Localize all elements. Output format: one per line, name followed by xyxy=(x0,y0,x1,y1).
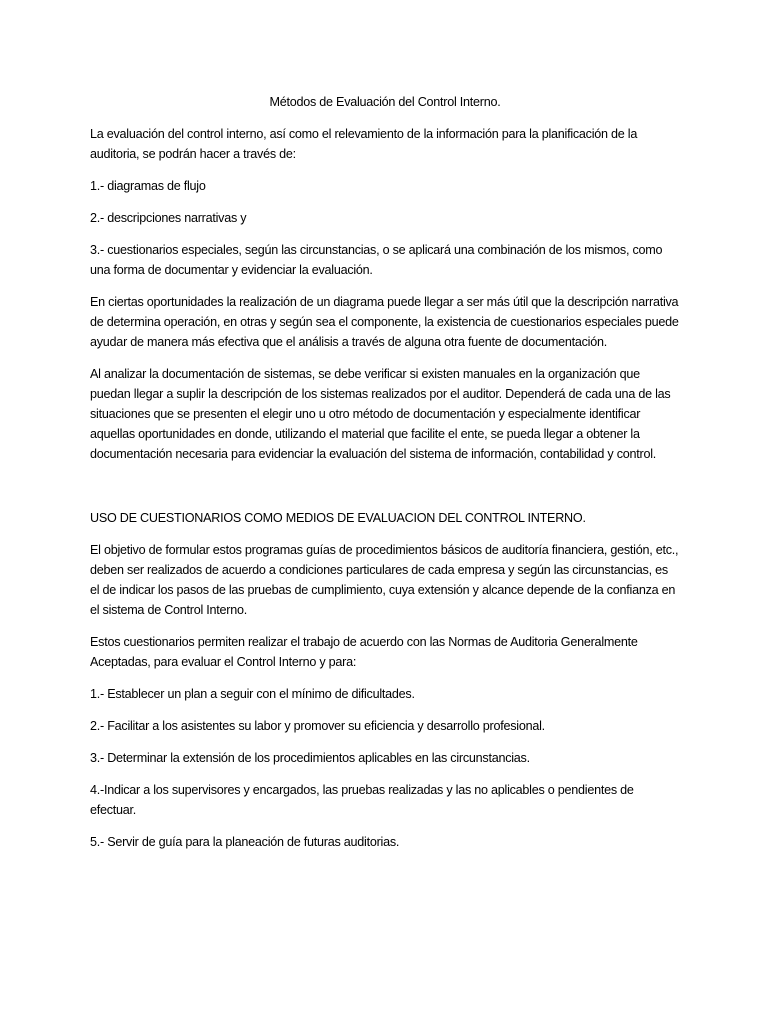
document-body xyxy=(90,92,680,864)
objective-paragraph: El objetivo de formular estos programas guías de procedimientos básicos de auditoría financiera, gestión, etc., deben ser realizados de acuerdo a condiciones particulares de cada empresa y según las circunstancias, es el de indicar los pasos de las pruebas de cumplimiento, cuya extensión y alcance depende de la confianza en el sistema de Control Interno. xyxy=(90,543,679,617)
questionnaires-paragraph: Estos cuestionarios permiten realizar el trabajo de acuerdo con las Normas de Auditoria Generalmente Aceptadas, para evaluar el Control Interno y para: xyxy=(90,635,638,669)
method-item-narratives: 2.- descripciones narrativas y xyxy=(90,211,247,225)
intro-paragraph: La evaluación del control interno, así como el relevamiento de la información para la planificación de la auditoria, se podrán hacer a través de: xyxy=(90,127,638,161)
purpose-item-future-audits: 5.- Servir de guía para la planeación de futuras auditorias. xyxy=(90,835,400,849)
method-item-questionnaires: 3.- cuestionarios especiales, según las circunstancias, o se aplicará una combinación de los mismos, como una forma de documentar y evidenciar la evaluación. xyxy=(90,243,663,277)
diagrams-paragraph: En ciertas oportunidades la realización de un diagrama puede llegar a ser más útil que la descripción narrativa de determina operación, en otras y según sea el componente, la existencia de cuestionarios especiales puede ayudar de manera más efectiva que el análisis a través de alguna otra fuente de documentación. xyxy=(90,295,679,349)
purpose-item-plan: 1.- Establecer un plan a seguir con el mínimo de dificultades. xyxy=(90,687,415,701)
purpose-item-assistants: 2.- Facilitar a los asistentes su labor y promover su eficiencia y desarrollo profesional. xyxy=(90,719,545,733)
document-title: Métodos de Evaluación del Control Interno. xyxy=(269,95,501,109)
section-spacer xyxy=(90,476,680,508)
systems-paragraph: Al analizar la documentación de sistemas, se debe verificar si existen manuales en la organización que puedan llegar a suplir la descripción de los sistemas realizados por el auditor. Dependerá de cada una de las situaciones que se presenten el elegir uno u otro método de documentación y especialmente identificar aquellas oportunidades en donde, utilizando el material que facilite el ente, se pueda llegar a obtener la documentación necesaria para evidenciar la evaluación del sistema de información, contabilidad y control. xyxy=(90,367,671,461)
section-heading: USO DE CUESTIONARIOS COMO MEDIOS DE EVALUACION DEL CONTROL INTERNO. xyxy=(90,511,586,525)
purpose-item-supervisors: 4.-Indicar a los supervisores y encargados, las pruebas realizadas y las no aplicables o pendientes de efectuar. xyxy=(90,783,634,817)
method-item-flowcharts: 1.- diagramas de flujo xyxy=(90,179,206,193)
purpose-item-extension: 3.- Determinar la extensión de los procedimientos aplicables en las circunstancias. xyxy=(90,751,530,765)
